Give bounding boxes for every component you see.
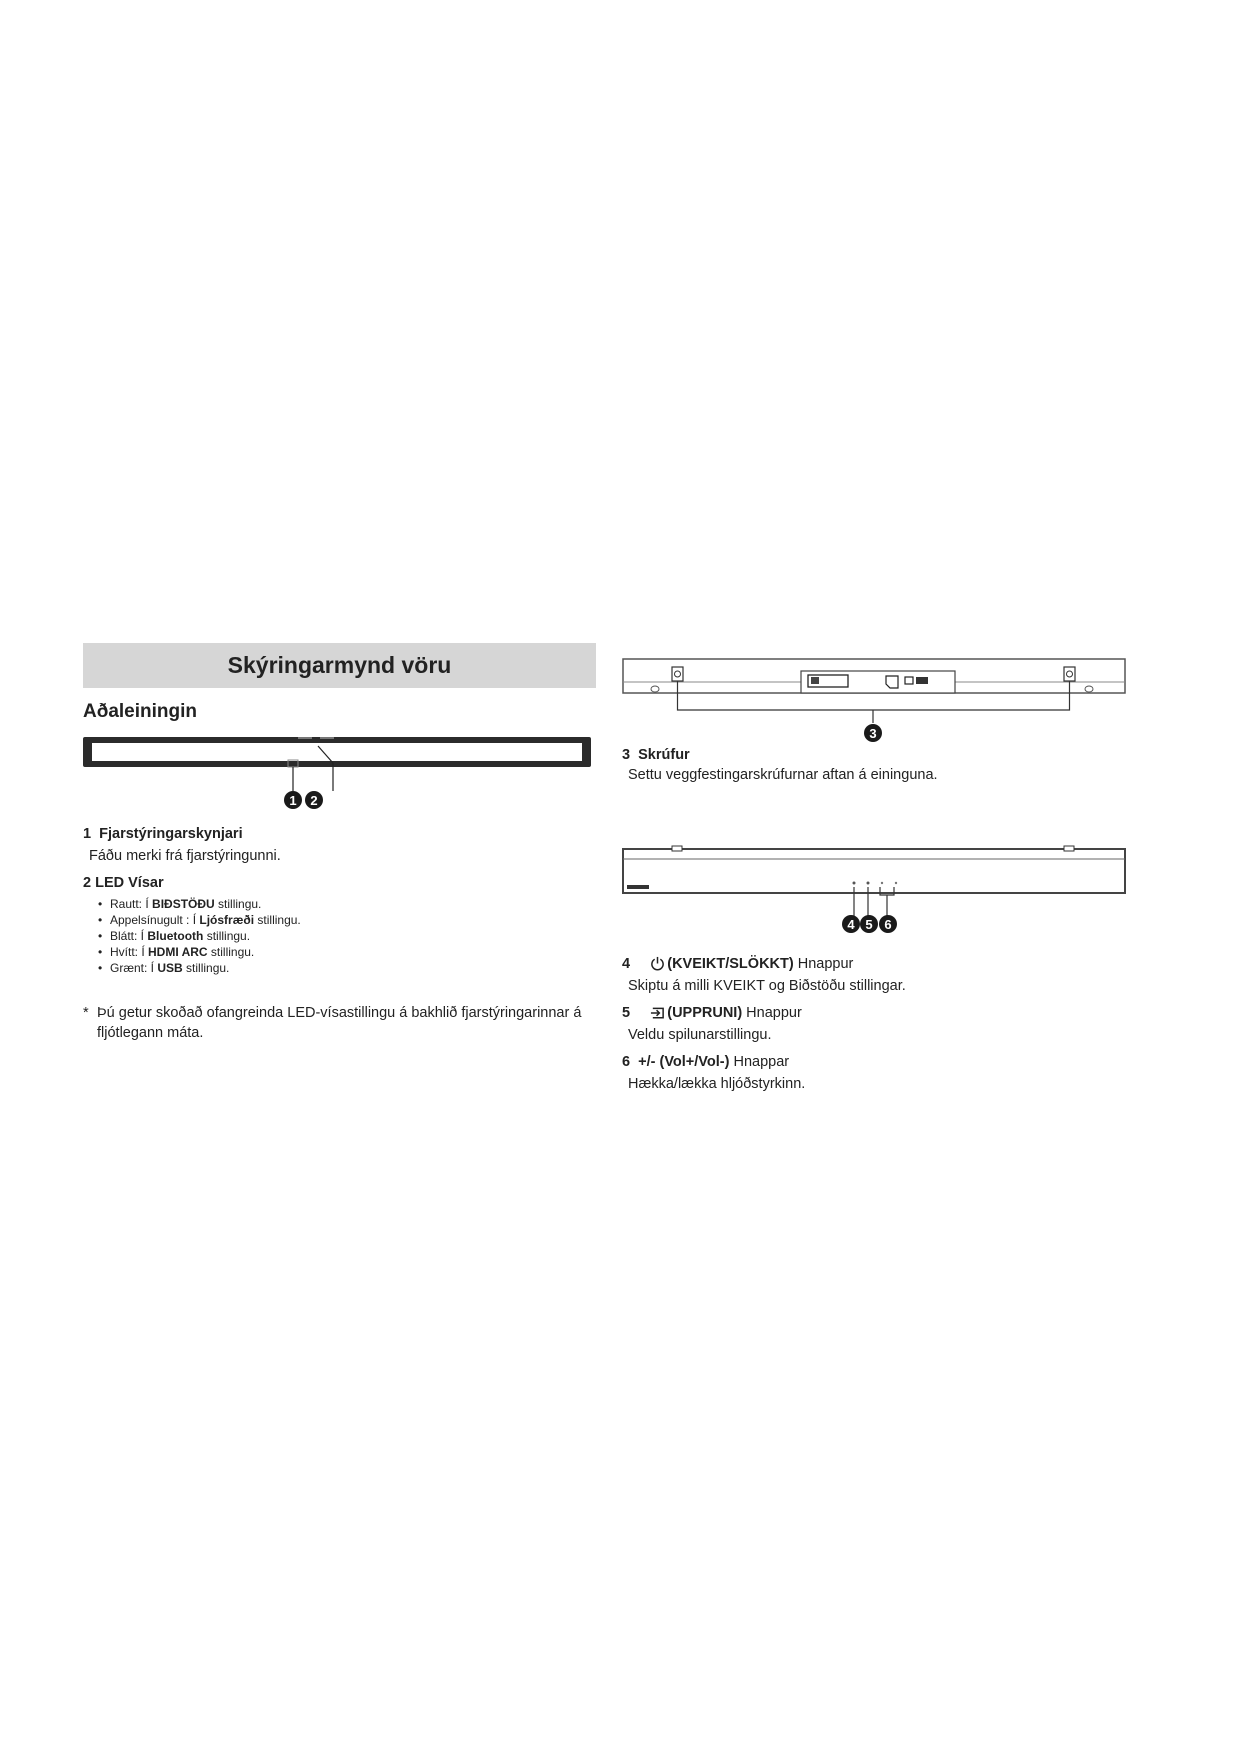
item4-suffix: Hnappur bbox=[793, 956, 854, 972]
item5-heading bbox=[622, 1005, 802, 1024]
item3-heading bbox=[622, 747, 690, 763]
soundbar-top-diagram bbox=[622, 845, 1128, 935]
led-item-green: • Grænt: Í USB stillingu. bbox=[98, 960, 301, 976]
item4-heading bbox=[622, 956, 853, 975]
item1-number: 1 bbox=[83, 826, 92, 842]
item6-title: +/- (Vol+/Vol-) bbox=[638, 1054, 730, 1070]
callout-2-number: 2 bbox=[310, 793, 318, 808]
item2-number: 2 bbox=[83, 875, 92, 891]
soundbar-front-grille bbox=[92, 743, 582, 761]
item5-description: Veldu spilunarstillingu. bbox=[628, 1027, 772, 1043]
section-title: Skýringarmynd vöru bbox=[83, 643, 596, 688]
item4-description: Skiptu á milli KVEIKT og Biðstöðu stillingar. bbox=[628, 978, 906, 994]
item2-heading bbox=[83, 875, 164, 891]
soundbar-back-diagram bbox=[622, 655, 1128, 747]
item3-title: Skrúfur bbox=[638, 747, 690, 763]
callout-3-number: 3 bbox=[869, 726, 877, 741]
led-item-orange: • Appelsínugult : Í Ljósfræði stillingu. bbox=[98, 912, 301, 928]
screw-left bbox=[672, 667, 683, 681]
item5-suffix: Hnappur bbox=[742, 1005, 802, 1021]
subtitle-main-unit: Aðaleiningin bbox=[83, 701, 197, 722]
screw-right bbox=[1064, 667, 1075, 681]
item1-title: Fjarstýringarskynjari bbox=[99, 826, 243, 842]
note-text: Þú getur skoðað ofangreinda LED-vísastillingu á bakhlið fjarstýringarinnar á fljótlegann máta. bbox=[97, 1005, 582, 1041]
soundbar-front-diagram bbox=[82, 736, 594, 814]
item3-number: 3 bbox=[622, 747, 631, 763]
item1-heading bbox=[83, 826, 243, 842]
item2-title: LED Vísar bbox=[95, 875, 164, 891]
led-item-blue: • Blátt: Í Bluetooth stillingu. bbox=[98, 928, 301, 944]
callout-5-number: 5 bbox=[865, 917, 873, 932]
item1-description: Fáðu merki frá fjarstýringunni. bbox=[89, 848, 281, 864]
soundbar-top-body bbox=[623, 849, 1125, 893]
item3-description: Settu veggfestingarskrúfurnar aftan á eininguna. bbox=[628, 767, 938, 783]
led-item-white: • Hvítt: Í HDMI ARC stillingu. bbox=[98, 944, 301, 960]
note-asterisk: * bbox=[83, 1005, 89, 1021]
callout-1-number: 1 bbox=[289, 793, 297, 808]
power-button-dot bbox=[853, 882, 856, 885]
callout-4-number: 4 bbox=[847, 917, 855, 932]
item6-description: Hækka/lækka hljóðstyrkinn. bbox=[628, 1076, 806, 1092]
led-list bbox=[98, 896, 301, 976]
item6-heading bbox=[622, 1054, 789, 1070]
source-input-icon bbox=[650, 1006, 665, 1024]
item4-title: (KVEIKT/SLÖKKT) bbox=[667, 956, 794, 972]
item6-number: 6 bbox=[622, 1054, 631, 1070]
item4-number: 4 bbox=[622, 956, 631, 972]
led-note bbox=[83, 1003, 598, 1043]
item6-suffix: Hnappar bbox=[729, 1054, 790, 1070]
led-item-red: • Rautt: Í BIÐSTÖÐU stillingu. bbox=[98, 896, 301, 912]
source-button-dot bbox=[867, 882, 870, 885]
item5-number: 5 bbox=[622, 1005, 631, 1021]
callout-6-number: 6 bbox=[884, 917, 892, 932]
item5-title: (UPPRUNI) bbox=[667, 1005, 743, 1021]
brand-logo-mark bbox=[627, 885, 649, 889]
power-icon bbox=[650, 956, 665, 975]
